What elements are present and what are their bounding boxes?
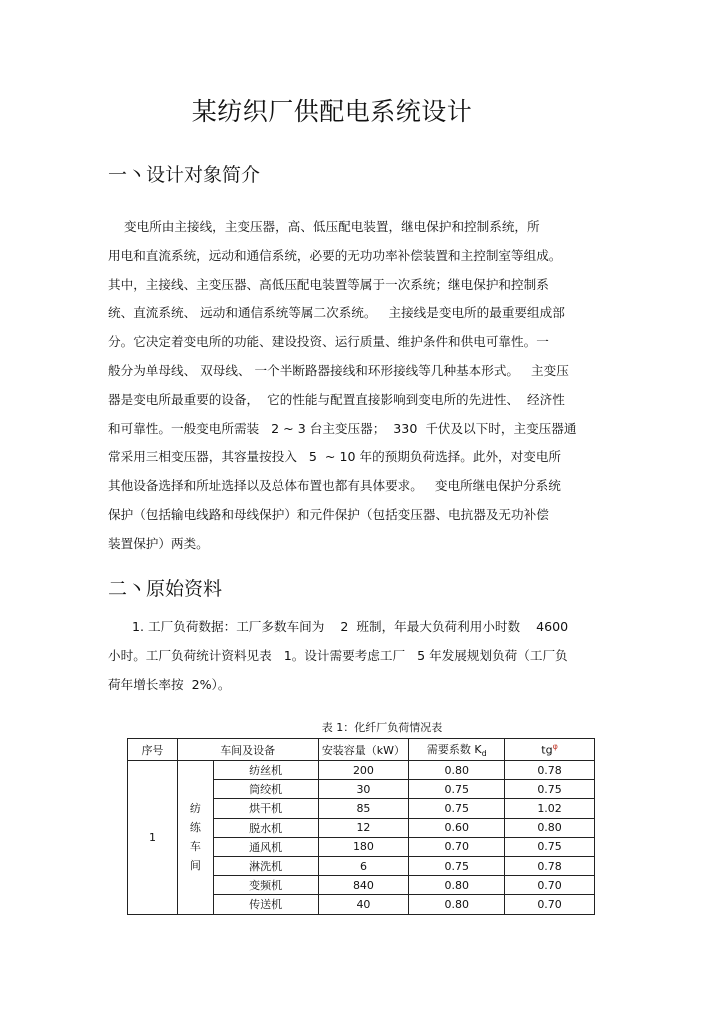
header-tg-sup: φ	[552, 742, 558, 752]
demand-factor-cell: 0.75	[409, 856, 505, 875]
equipment-cell: 通风机	[213, 837, 318, 856]
header-demand-factor-sub: d	[481, 749, 487, 759]
demand-factor-cell: 0.75	[409, 780, 505, 799]
capacity-cell: 12	[318, 818, 409, 837]
text-line: 统、直流系统、 远动和通信系统等属二次系统。 主接线是变电所的最重要组成部	[108, 305, 565, 321]
equipment-cell: 筒绞机	[213, 780, 318, 799]
text-line: 装置保护）两类。	[108, 535, 209, 551]
tg-cell: 0.78	[505, 856, 595, 875]
demand-factor-cell: 0.80	[409, 761, 505, 780]
text-line: 1. 工厂负荷数据：工厂多数车间为 2 班制，年最大负荷利用小时数 4600	[108, 619, 569, 634]
text-line: 其中，主接线、主变压器、高低压配电装置等属于一次系统；继电保护和控制系	[108, 276, 549, 292]
tg-cell: 0.75	[505, 780, 595, 799]
group-number: 1	[128, 761, 178, 915]
data-paragraph	[108, 613, 620, 699]
section-heading-data: 二丶原始资料	[108, 578, 223, 600]
header-tg	[505, 739, 595, 761]
text-line: 变电所由主接线，主变压器，高、低压配电装置，继电保护和控制系统，所	[108, 219, 540, 234]
text-line: 用电和直流系统，远动和通信系统，必要的无功功率补偿装置和主控制室等组成。	[108, 247, 562, 263]
header-demand-factor-label: 需要系数 K	[426, 742, 482, 756]
header-equipment: 车间及设备	[177, 739, 318, 761]
tg-cell: 0.70	[505, 876, 595, 895]
group-name-char: 车	[189, 840, 201, 854]
capacity-cell: 6	[318, 856, 409, 875]
tg-cell: 0.75	[505, 837, 595, 856]
capacity-cell: 30	[318, 780, 409, 799]
text-line: 其他设备选择和所址选择以及总体布置也都有具体要求。 变电所继电保护分系统	[108, 478, 561, 494]
tg-cell: 0.78	[505, 761, 595, 780]
text-line: 小时。工厂负荷统计资料见表 1。设计需要考虑工厂 5 年发展规划负荷（工厂负	[108, 647, 568, 663]
table-caption: 表 1：化纤厂负荷情况表	[321, 721, 443, 734]
capacity-cell: 200	[318, 761, 409, 780]
equipment-cell: 淋洗机	[213, 856, 318, 875]
capacity-cell: 840	[318, 876, 409, 895]
demand-factor-cell: 0.70	[409, 837, 505, 856]
equipment-cell: 脱水机	[213, 818, 318, 837]
text-line: 常采用三相变压器，其容量按投入 5 ~ 10 年的预期负荷选择。此外，对变电所	[108, 449, 562, 465]
text-line: 保护（包括输电线路和母线保护）和元件保护（包括变压器、电抗器及无功补偿	[108, 506, 549, 522]
capacity-cell: 180	[318, 837, 409, 856]
table-row	[128, 761, 595, 780]
text-line: 荷年增长率按 2%）。	[108, 676, 231, 692]
equipment-cell: 变频机	[213, 876, 318, 895]
equipment-cell: 传送机	[213, 895, 318, 914]
group-name-char: 纺	[189, 802, 201, 816]
tg-cell: 1.02	[505, 799, 595, 818]
demand-factor-cell: 0.60	[409, 818, 505, 837]
header-index: 序号	[128, 739, 178, 761]
tg-cell: 0.70	[505, 895, 595, 914]
tg-cell: 0.80	[505, 818, 595, 837]
demand-factor-cell: 0.75	[409, 799, 505, 818]
demand-factor-cell: 0.80	[409, 876, 505, 895]
group-name	[177, 761, 213, 915]
text-line: 器是变电所最重要的设备， 它的性能与配置直接影响到变电所的先进性、 经济性	[108, 391, 565, 407]
section-heading-intro: 一丶设计对象简介	[108, 164, 261, 186]
load-table	[127, 738, 595, 915]
demand-factor-cell: 0.80	[409, 895, 505, 914]
group-name-char: 间	[189, 859, 201, 873]
table-header-row	[128, 739, 595, 761]
text-line: 和可靠性。一般变电所需装 2 ~ 3 台主变压器； 330 千伏及以下时，主变压器通	[108, 420, 577, 436]
equipment-cell: 烘干机	[213, 799, 318, 818]
header-tg-label: tg	[541, 743, 553, 757]
text-line: 般分为单母线、 双母线、 一个半断路器接线和环形接线等几种基本形式。 主变压	[108, 362, 569, 378]
intro-paragraph	[108, 213, 620, 559]
group-name-char: 练	[189, 821, 201, 835]
header-capacity: 安装容量（kW）	[318, 739, 409, 761]
text-line: 分。它决定着变电所的功能、建设投资、运行质量、维护条件和供电可靠性。一	[108, 334, 549, 350]
equipment-cell: 纺丝机	[213, 761, 318, 780]
document-title: 某纺织厂供配电系统设计	[191, 97, 473, 126]
capacity-cell: 40	[318, 895, 409, 914]
header-demand-factor	[409, 739, 505, 761]
capacity-cell: 85	[318, 799, 409, 818]
